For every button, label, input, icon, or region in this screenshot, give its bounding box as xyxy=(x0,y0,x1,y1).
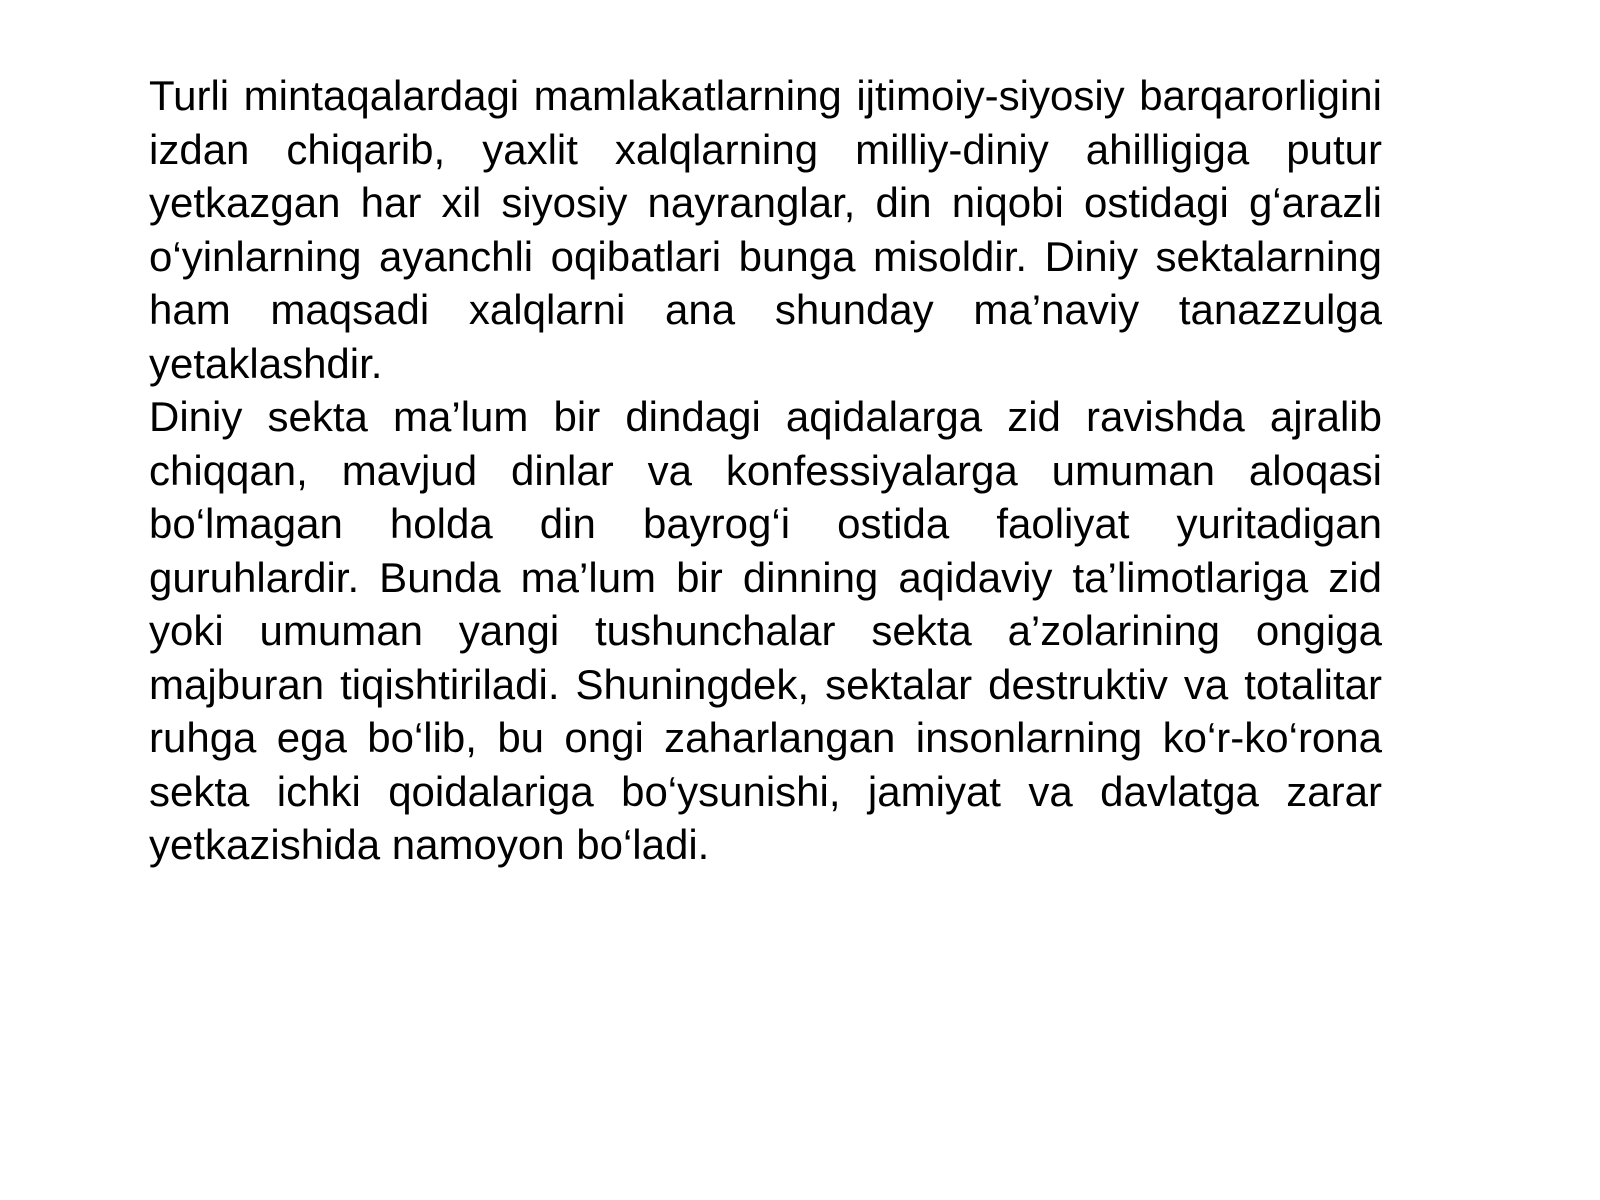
paragraph-2: Diniy sekta ma’lum bir dindagi aqidalarga zid ravishda ajralib chiqqan, mavjud dinlar va konfessiyalarga umuman aloqasi bo‘lmagan holda din bayrog‘i ostida faoliyat yuritadigan guruhlardir. Bunda ma’lum bir dinning aqidaviy ta’limotlariga zid yoki umuman yangi tushunchalar sekta a’zolarining ongiga majburan tiqishtiriladi. Shuningdek, sektalar destruktiv va totalitar ruhga ega bo‘lib, bu ongi zaharlangan insonlarning ko‘r-ko‘rona sekta ichki qoidalariga bo‘ysunishi, jamiyat va davlatga zarar yetkazishida namoyon bo‘ladi. xyxy=(149,393,1382,868)
paragraph-1: Turli mintaqalardagi mamlakatlarning ijtimoiy-siyosiy barqarorligini izdan chiqarib, yaxlit xalqlarning milliy-diniy ahilligiga putur yetkazgan har xil siyosiy nayranglar, din niqobi ostidagi g‘arazli o‘yinlarning ayanchli oqibatlari bunga misoldir. Diniy sektalarning ham maqsadi xalqlarni ana shunday ma’naviy tanazzulga yetaklashdir. xyxy=(149,72,1382,387)
text-body xyxy=(149,69,1382,872)
